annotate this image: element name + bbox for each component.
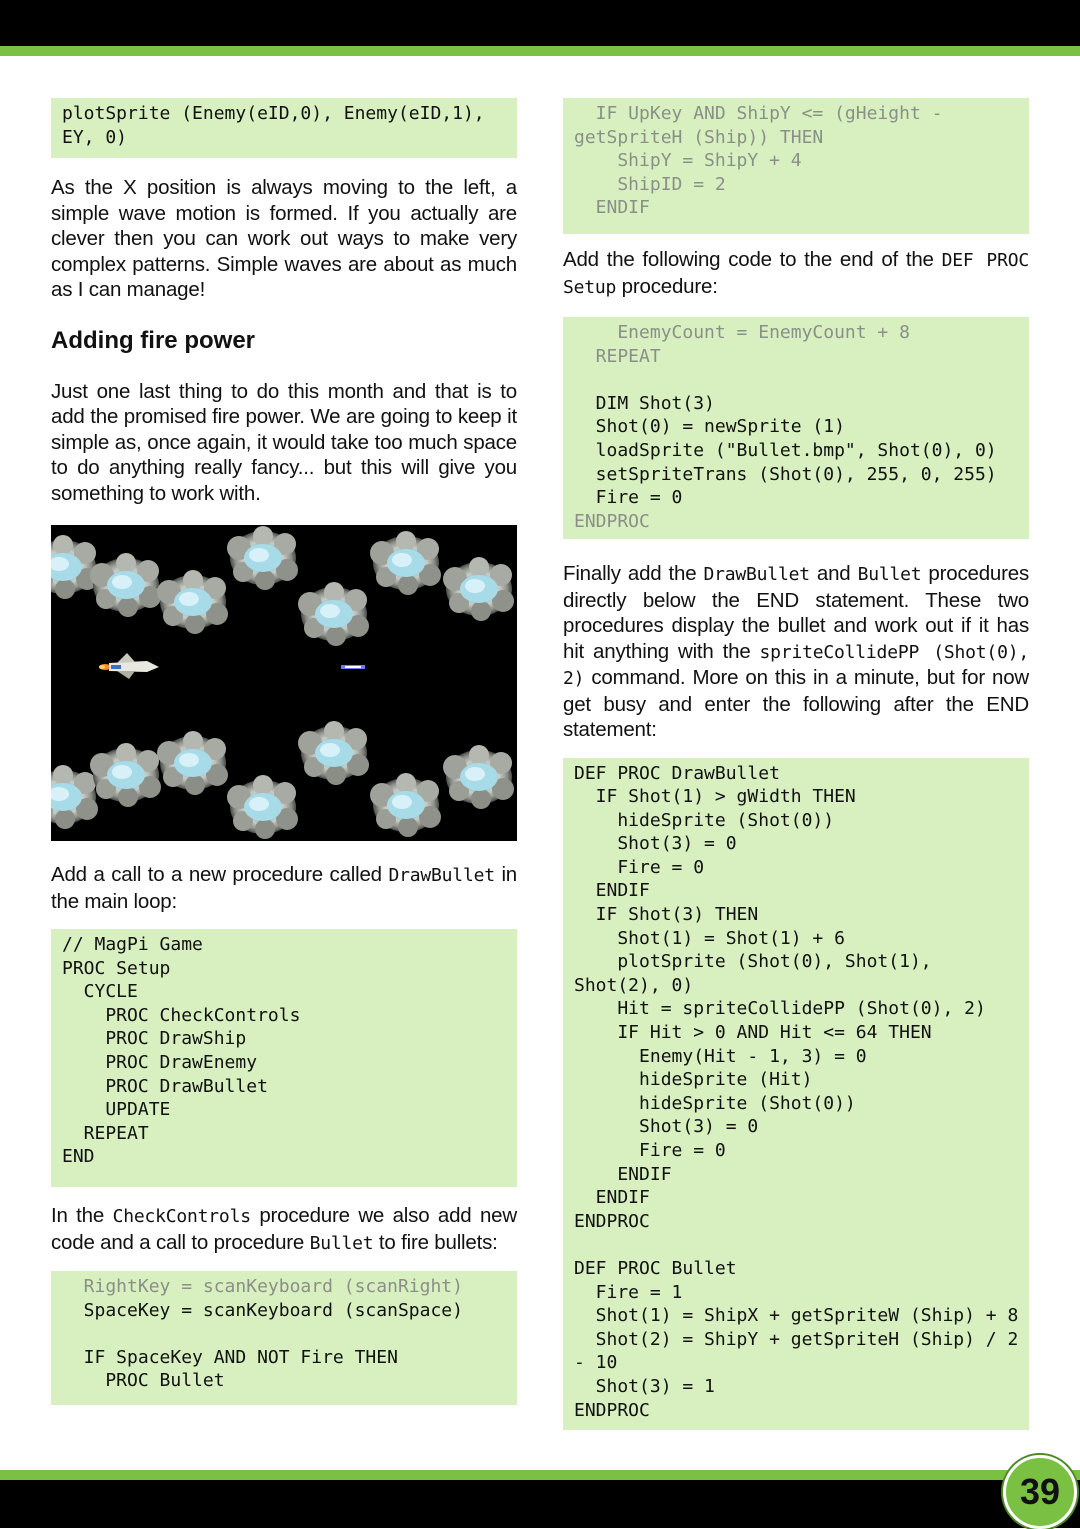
code-line: hideSprite (Hit) — [574, 1069, 813, 1091]
code-block-main-loop — [51, 929, 517, 1187]
inline-code: Bullet — [309, 1232, 374, 1254]
code-line: RightKey = scanKeyboard (scanRight) — [62, 1276, 463, 1297]
top-bar — [0, 0, 1080, 46]
code-line: ENDPROC — [574, 1210, 650, 1232]
code-line: DIM Shot(3) — [574, 392, 715, 414]
code-line: getSpriteH (Ship)) THEN — [574, 126, 824, 148]
code-line: REPEAT — [62, 1122, 149, 1144]
code-line: Fire = 0 — [574, 1140, 726, 1161]
top-accent-stripe — [0, 46, 1080, 56]
code-block-drawbullet-bullet — [563, 758, 1029, 1430]
code-line: PROC Setup — [62, 957, 171, 979]
code-line: ENDIF — [574, 1187, 650, 1209]
right-column — [563, 98, 1029, 1430]
code-line: IF Hit > 0 AND Hit <= 64 THEN — [574, 1022, 932, 1044]
paragraph-drawbullet-call — [51, 862, 517, 914]
code-line: setSpriteTrans (Shot(0), 255, 0, 255) — [574, 463, 997, 485]
left-column — [51, 98, 517, 1405]
text-span: Add the following code to the end of the — [563, 248, 942, 271]
code-line: ShipY = ShipY + 4 — [574, 150, 802, 172]
code-line: Shot(3) = 1 — [574, 1375, 715, 1397]
code-line: Enemy(Hit - 1, 3) = 0 — [574, 1045, 867, 1067]
code-line: ShipID = 2 — [574, 173, 726, 195]
code-line: PROC DrawShip — [62, 1028, 247, 1050]
paragraph-wave-motion: As the X position is always moving to the left, a simple wave motion is formed. If you actually are clever then you can work out ways to make very complex patterns. Simple waves are about as much as I can manage! — [51, 176, 517, 301]
code-line — [574, 1233, 1019, 1257]
code-line: Shot(3) = 0 — [574, 833, 737, 855]
inline-code: DEF PROC Setup — [563, 250, 1029, 298]
code-line: ENDIF — [574, 1163, 672, 1185]
game-scene — [51, 525, 517, 841]
text-span: Finally add the — [563, 562, 704, 585]
text-span: In the — [51, 1204, 113, 1227]
code-line: END — [62, 1146, 95, 1168]
inline-code: Bullet — [857, 564, 922, 585]
paragraph-checkcontrols — [51, 1203, 517, 1256]
inline-code: DrawBullet — [388, 865, 495, 886]
code-line: Shot(1) = ShipX + getSpriteW (Ship) + 8 — [574, 1305, 1019, 1327]
code-line: Shot(2), 0) — [574, 974, 694, 996]
text-span: Add a call to a new procedure called — [51, 863, 382, 886]
code-line: DEF PROC Bullet — [574, 1257, 737, 1279]
section-heading: Adding fire power — [51, 326, 255, 354]
code-line: Hit = spriteCollidePP (Shot(0), 2) — [574, 998, 986, 1020]
code-line: Shot(1) = Shot(1) + 6 — [574, 927, 845, 949]
code-line: IF UpKey AND ShipY <= (gHeight - — [574, 103, 943, 124]
code-line — [62, 1322, 507, 1346]
code-line: ENDPROC — [574, 1399, 650, 1421]
code-line: CYCLE — [62, 981, 138, 1003]
code-line: IF Shot(1) > gWidth THEN — [574, 786, 856, 808]
code-line: ENDPROC — [574, 510, 650, 532]
code-block-fire-controls — [51, 1271, 517, 1405]
code-line: EY, 0) — [62, 126, 128, 148]
code-line: loadSprite ("Bullet.bmp", Shot(0), 0) — [574, 439, 997, 461]
code-line: PROC CheckControls — [62, 1004, 301, 1026]
code-line: Fire = 1 — [574, 1281, 683, 1303]
inline-code: spriteCollidePP (Shot(0), 2) — [563, 641, 1029, 689]
text-span: procedure: — [616, 274, 718, 298]
bottom-bar — [0, 1480, 1080, 1528]
text-span: procedure we also add new code and a call to procedure — [51, 1204, 517, 1254]
code-line: Fire = 0 — [574, 487, 683, 509]
code-line: plotSprite (Enemy(eID,0), Enemy(eID,1), — [62, 103, 485, 124]
code-line: PROC Bullet — [62, 1370, 225, 1392]
page-number-badge: 39 — [1003, 1455, 1077, 1529]
code-line: plotSprite (Shot(0), Shot(1), — [574, 951, 932, 973]
code-line: SpaceKey = scanKeyboard (scanSpace) — [62, 1299, 463, 1321]
code-line: PROC DrawBullet — [62, 1075, 268, 1097]
code-line: PROC DrawEnemy — [62, 1051, 258, 1073]
bullet-sprite — [341, 665, 365, 669]
code-line: Shot(2) = ShipY + getSpriteH (Ship) / 2 — [574, 1328, 1019, 1350]
code-line: hideSprite (Shot(0)) — [574, 809, 835, 831]
game-screenshot — [51, 525, 517, 841]
text-span: to fire bullets: — [373, 1230, 498, 1254]
code-line: // MagPi Game — [62, 934, 203, 955]
code-block-upkey — [563, 98, 1029, 234]
paragraph-drawbullet-procedures — [563, 561, 1029, 743]
code-line: - 10 — [574, 1352, 618, 1374]
code-line: UPDATE — [62, 1099, 171, 1121]
text-span: and — [809, 562, 858, 585]
code-line: Shot(0) = newSprite (1) — [574, 416, 845, 438]
code-line — [574, 368, 1019, 392]
text-span: command. More on this in a minute, but for now get busy and enter the following after the END statement: — [563, 666, 1029, 741]
code-line: REPEAT — [574, 345, 661, 367]
bottom-accent-stripe — [0, 1470, 1080, 1480]
code-block-setup-shot — [563, 317, 1029, 539]
code-line: ENDIF — [574, 880, 650, 902]
paragraph-setup-addition — [563, 247, 1029, 300]
code-line: IF SpaceKey AND NOT Fire THEN — [62, 1346, 398, 1368]
code-line: DEF PROC DrawBullet — [574, 762, 780, 784]
paragraph-fire-power-intro: Just one last thing to do this month and that is to add the promised fire power. We are going to keep it simple as, once again, it would take too much space to do anything really fancy... but this will give you something to work with. — [51, 379, 517, 505]
code-line: EnemyCount = EnemyCount + 8 — [574, 322, 910, 343]
code-line: Fire = 0 — [574, 856, 705, 878]
text-span: in the main loop: — [51, 863, 517, 913]
inline-code: CheckControls — [112, 1206, 251, 1227]
code-line: ENDIF — [574, 197, 650, 219]
text-span: procedures directly below the END statement. These two procedures display the bullet and work out if it has hit anything with the — [563, 562, 1029, 663]
code-line: Shot(3) = 0 — [574, 1116, 759, 1138]
code-line: IF Shot(3) THEN — [574, 904, 759, 926]
inline-code: DrawBullet — [703, 564, 810, 585]
code-block-plotsprite — [51, 98, 517, 158]
code-line: hideSprite (Shot(0)) — [574, 1092, 856, 1114]
